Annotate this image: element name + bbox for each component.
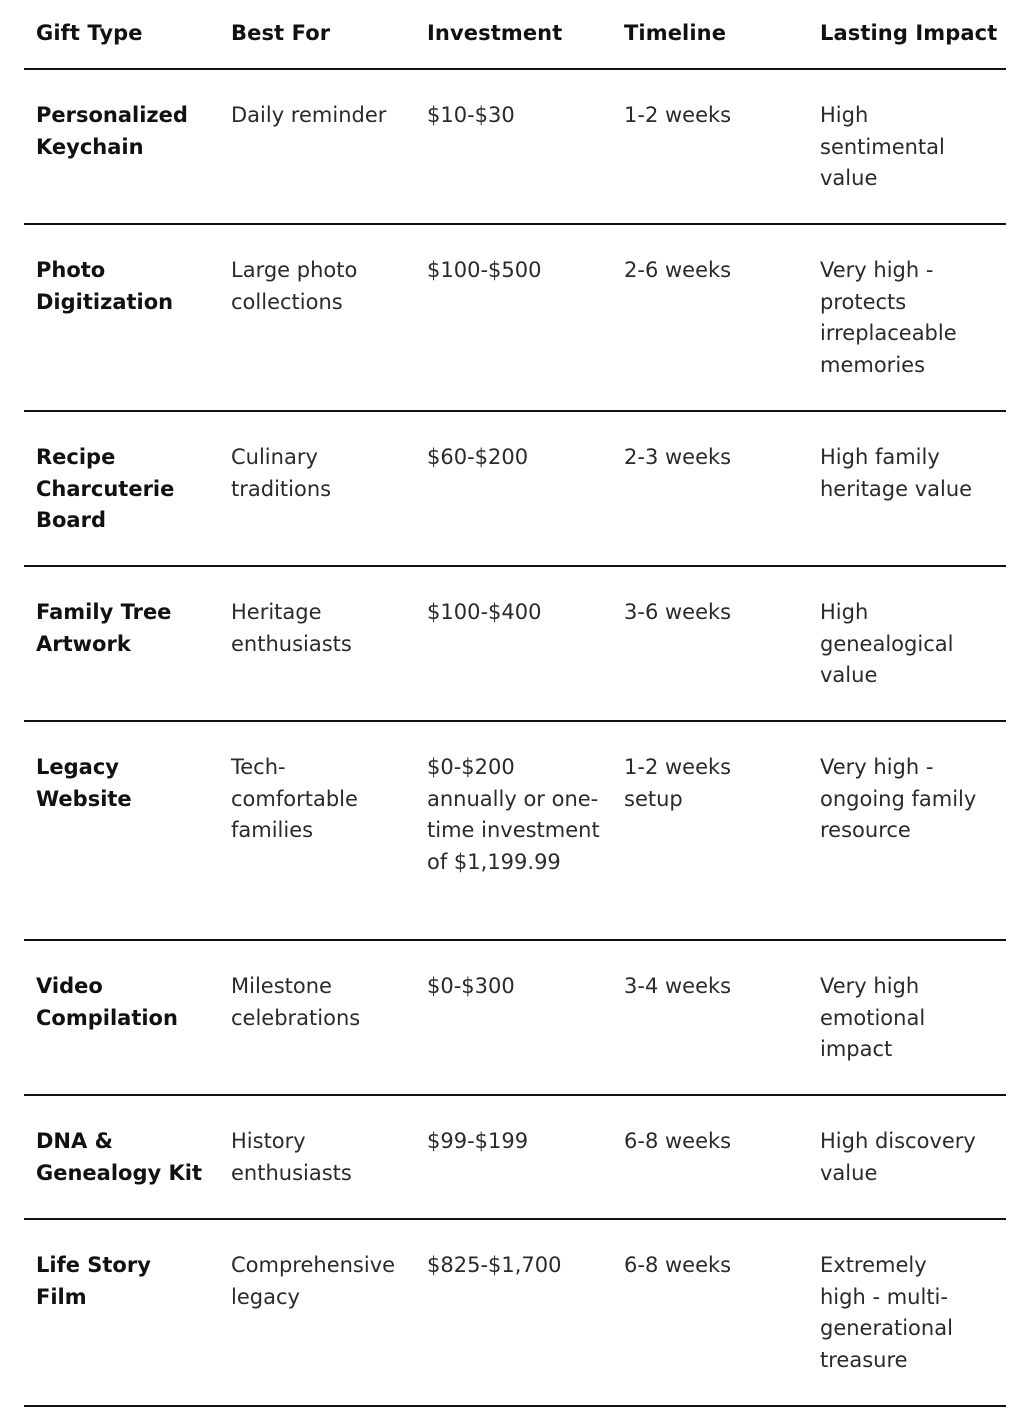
gift-type-text: DNA & Genealogy Kit [36, 1129, 203, 1185]
lasting-impact-text: High family heritage value [820, 445, 973, 501]
cell-best-for: Daily reminder [219, 69, 415, 224]
cell-gift-type [24, 566, 219, 721]
cell-investment: $10-$30 [415, 69, 612, 224]
lasting-impact-text: High sentimental value [820, 103, 945, 191]
lasting-impact-text: Very high emotional impact [820, 974, 926, 1062]
cell-investment: $60-$200 [415, 411, 612, 566]
cell-timeline: 3-4 weeks [612, 940, 808, 1095]
cell-investment: $100-$400 [415, 566, 612, 721]
best-for-text: Heritage enthusiasts [231, 600, 352, 656]
cell-timeline: 3-6 weeks [612, 566, 808, 721]
cell-gift-type [24, 411, 219, 566]
gift-type-text: Video Compilation [36, 974, 178, 1030]
cell-timeline: 6-8 weeks [612, 1219, 808, 1406]
cell-gift-type [24, 940, 219, 1095]
cell-timeline: 1-2 weeks [612, 69, 808, 224]
cell-best-for [219, 940, 415, 1095]
cell-timeline: 2-6 weeks [612, 224, 808, 411]
header-gift-type: Gift Type [24, 0, 219, 69]
best-for-text: Culinary traditions [231, 445, 332, 501]
table-row [24, 721, 1006, 940]
gift-type-text: Life Story Film [36, 1253, 151, 1309]
table-row [24, 1095, 1006, 1219]
gift-type-text: Personalized Keychain [36, 103, 188, 159]
gift-type-text: Recipe Charcuterie Board [36, 445, 175, 533]
cell-lasting-impact: High discovery value [808, 1095, 1006, 1219]
table-row [24, 224, 1006, 411]
header-best-for: Best For [219, 0, 415, 69]
header-timeline: Timeline [612, 0, 808, 69]
cell-investment: $99-$199 [415, 1095, 612, 1219]
gift-type-text: Legacy Website [36, 755, 132, 811]
table-row [24, 1219, 1006, 1406]
cell-best-for [219, 224, 415, 411]
gift-type-text: Family Tree Artwork [36, 600, 172, 656]
cell-gift-type [24, 721, 219, 940]
cell-lasting-impact [808, 224, 1006, 411]
table-row [24, 566, 1006, 721]
gift-comparison-table [24, 0, 1006, 1407]
cell-timeline: 6-8 weeks [612, 1095, 808, 1219]
cell-timeline: 2-3 weeks [612, 411, 808, 566]
table-row [24, 69, 1006, 224]
cell-best-for [219, 1095, 415, 1219]
cell-timeline [612, 721, 808, 940]
cell-best-for [219, 566, 415, 721]
cell-gift-type: Photo Digitization [24, 224, 219, 411]
cell-lasting-impact [808, 1219, 1006, 1406]
table-header [24, 0, 1006, 69]
table-body [24, 69, 1006, 1406]
timeline-text: 1-2 weeks setup [624, 755, 732, 811]
cell-lasting-impact [808, 69, 1006, 224]
cell-lasting-impact [808, 940, 1006, 1095]
table-row [24, 411, 1006, 566]
best-for-text: Tech-comfortable families [231, 755, 358, 843]
best-for-text: Milestone celebrations [231, 974, 361, 1030]
best-for-text: History enthusiasts [231, 1129, 352, 1185]
cell-lasting-impact: Very high - ongoing family resource [808, 721, 1006, 940]
header-lasting-impact: Lasting Impact [808, 0, 1006, 69]
cell-investment: $825-$1,700 [415, 1219, 612, 1406]
cell-investment: $0-$300 [415, 940, 612, 1095]
best-for-text: Large photo collections [231, 258, 358, 314]
cell-best-for [219, 721, 415, 940]
cell-gift-type [24, 1095, 219, 1219]
cell-best-for [219, 411, 415, 566]
cell-investment: $100-$500 [415, 224, 612, 411]
header-investment: Investment [415, 0, 612, 69]
table-row [24, 940, 1006, 1095]
cell-lasting-impact [808, 566, 1006, 721]
cell-best-for: Comprehensive legacy [219, 1219, 415, 1406]
lasting-impact-text: High genealogical value [820, 600, 954, 688]
lasting-impact-text: Very high - protects irreplaceable memories [820, 258, 957, 378]
header-row [24, 0, 1006, 69]
cell-gift-type [24, 69, 219, 224]
cell-gift-type [24, 1219, 219, 1406]
cell-lasting-impact [808, 411, 1006, 566]
lasting-impact-text: Extremely high - multi-generational treasure [820, 1253, 953, 1373]
cell-investment: $0-$200 annually or one-time investment of $1,199.99 [415, 721, 612, 940]
